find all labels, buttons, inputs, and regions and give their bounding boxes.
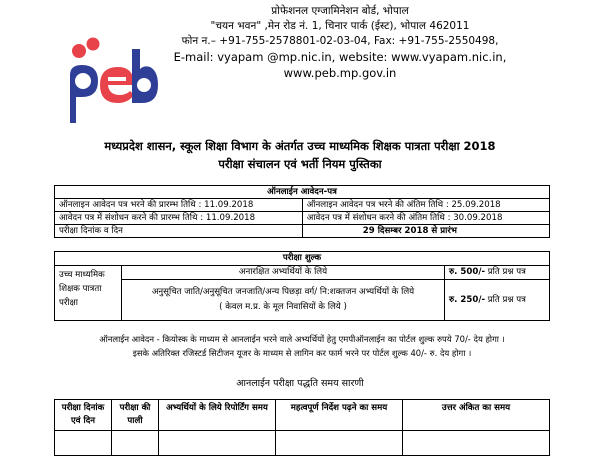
table-cell	[159, 431, 276, 456]
note-kiosk: ऑनलाईन आवेदन - कियोस्क के माध्यम से आनलाईन भरने वाले अभ्यर्थियों हेतु एमपीऑनलाईन का पोर्टल शुल्क रुपये 70/- देय होगा ।	[99, 334, 505, 344]
fee-unit: प्रति प्रश्न पत्र	[487, 267, 526, 277]
form-start-date: ऑनलाइन आवेदन पत्र भरने की प्रारम्भ तिथि : 11.09.2018	[55, 199, 303, 212]
fee-heading: परीक्षा शुल्क	[55, 252, 550, 266]
online-form-heading: ऑनलाईन आवेदन-पत्र	[55, 186, 550, 199]
edit-start-date: आवेदन पत्र में संशोधन करने की प्रारम्भ तिथि : 11.09.2018	[55, 212, 303, 225]
col-instruction-time: महत्वपूर्ण निर्देश पढ़ने का समय	[276, 400, 403, 431]
fee-amount: रु. 500/-	[449, 267, 486, 277]
schedule-header-row	[55, 400, 550, 431]
logo-e	[100, 67, 134, 103]
table-row	[55, 280, 550, 321]
form-end-date: ऑनलाइन आवेदन पत्र भरने की अंतिम तिथि : 25.09.2018	[302, 199, 549, 212]
logo-dot-right	[87, 38, 100, 51]
logo-b	[132, 49, 158, 103]
col-answer-time: उत्तर अंकित का समय	[403, 400, 550, 431]
table-cell	[55, 431, 112, 456]
logo-dot-left	[72, 44, 86, 58]
col-exam-date: परीक्षा दिनांक एवं दिन	[55, 400, 112, 431]
fee-category-general: अनारक्षित अभ्यर्थियों के लिये	[122, 266, 445, 280]
org-website[interactable]: www.peb.mp.gov.in	[283, 66, 397, 80]
portal-fee-notes	[54, 332, 550, 360]
org-email: E-mail: vyapam @mp.nic.in, website: www.vyapam.nic.in,	[173, 50, 507, 64]
title-line-2: परीक्षा संचालन एवं भर्ती नियम पुस्तिका	[218, 157, 382, 171]
table-row	[55, 225, 550, 238]
table-row	[55, 199, 550, 212]
fee-amount-reserved	[445, 280, 550, 321]
edit-end-date: आवेदन पत्र में संशोधन करने की अंतिम तिथि : 30.09.2018	[302, 212, 549, 225]
table-cell	[276, 431, 403, 456]
table-cell	[112, 431, 159, 456]
fee-unit: प्रति प्रश्न पत्र	[487, 294, 526, 305]
fee-amount-general	[445, 266, 550, 280]
org-name: प्रोफेशनल एग्जामिनेशन बोर्ड, भोपाल	[271, 5, 409, 17]
table-row	[55, 431, 550, 456]
exam-date-label: परीक्षा दिनांक व दिन	[55, 225, 303, 238]
org-address: "चयन भवन" ,मेन रोड नं. 1, चिनार पार्क (ईस्ट), भोपाल 462011	[210, 20, 470, 32]
table-row	[55, 266, 550, 280]
title-line-1: मध्यप्रदेश शासन, स्कूल शिक्षा विभाग के अंतर्गत उच्च माध्यमिक शिक्षक पात्रता परीक्षा 2018	[104, 139, 496, 153]
org-phone: फोन न.– +91-755-2578801-02-03-04, Fax: +91-755-2550498,	[181, 35, 499, 47]
online-form-table	[54, 185, 550, 238]
exam-date-value: 29 दिसम्बर 2018 से प्रारंभ	[302, 225, 549, 238]
schedule-title: आनलाईन परीक्षा पद्धति समय सारणी	[236, 378, 364, 389]
fee-exam-name: उच्च माध्यमिक शिक्षक पात्रता परीक्षा	[55, 266, 122, 321]
table-row	[55, 212, 550, 225]
document-title	[0, 137, 600, 173]
schedule-table	[54, 399, 550, 456]
peb-logo	[62, 35, 158, 131]
fee-table	[54, 251, 550, 321]
table-cell	[403, 431, 550, 456]
fee-reserved-text: अनुसूचित जाति/अनुसूचित जनजाति/अन्य पिछड़ा वर्ग/ नि:शक्तजन अभ्यर्थियों के लिये	[151, 287, 415, 297]
note-citizen-user: इसके अतिरिक्त रजिस्टर्ड सिटीजन यूजर के माध्यम से लागिन कर फार्म भरने पर पोर्टल शुल्क 40/- रु. देय होगा ।	[132, 348, 472, 358]
fee-amount: रु. 250/-	[449, 294, 486, 305]
fee-category-reserved	[122, 280, 445, 321]
org-address-block	[170, 4, 510, 81]
col-shift: परीक्षा की पाली	[112, 400, 159, 431]
fee-reserved-note: ( केवल म.प्र. के मूल निवासियों के लिये )	[219, 302, 347, 312]
col-reporting-time: अभ्यर्थियों के लिये रिपोर्टिंग समय	[159, 400, 276, 431]
